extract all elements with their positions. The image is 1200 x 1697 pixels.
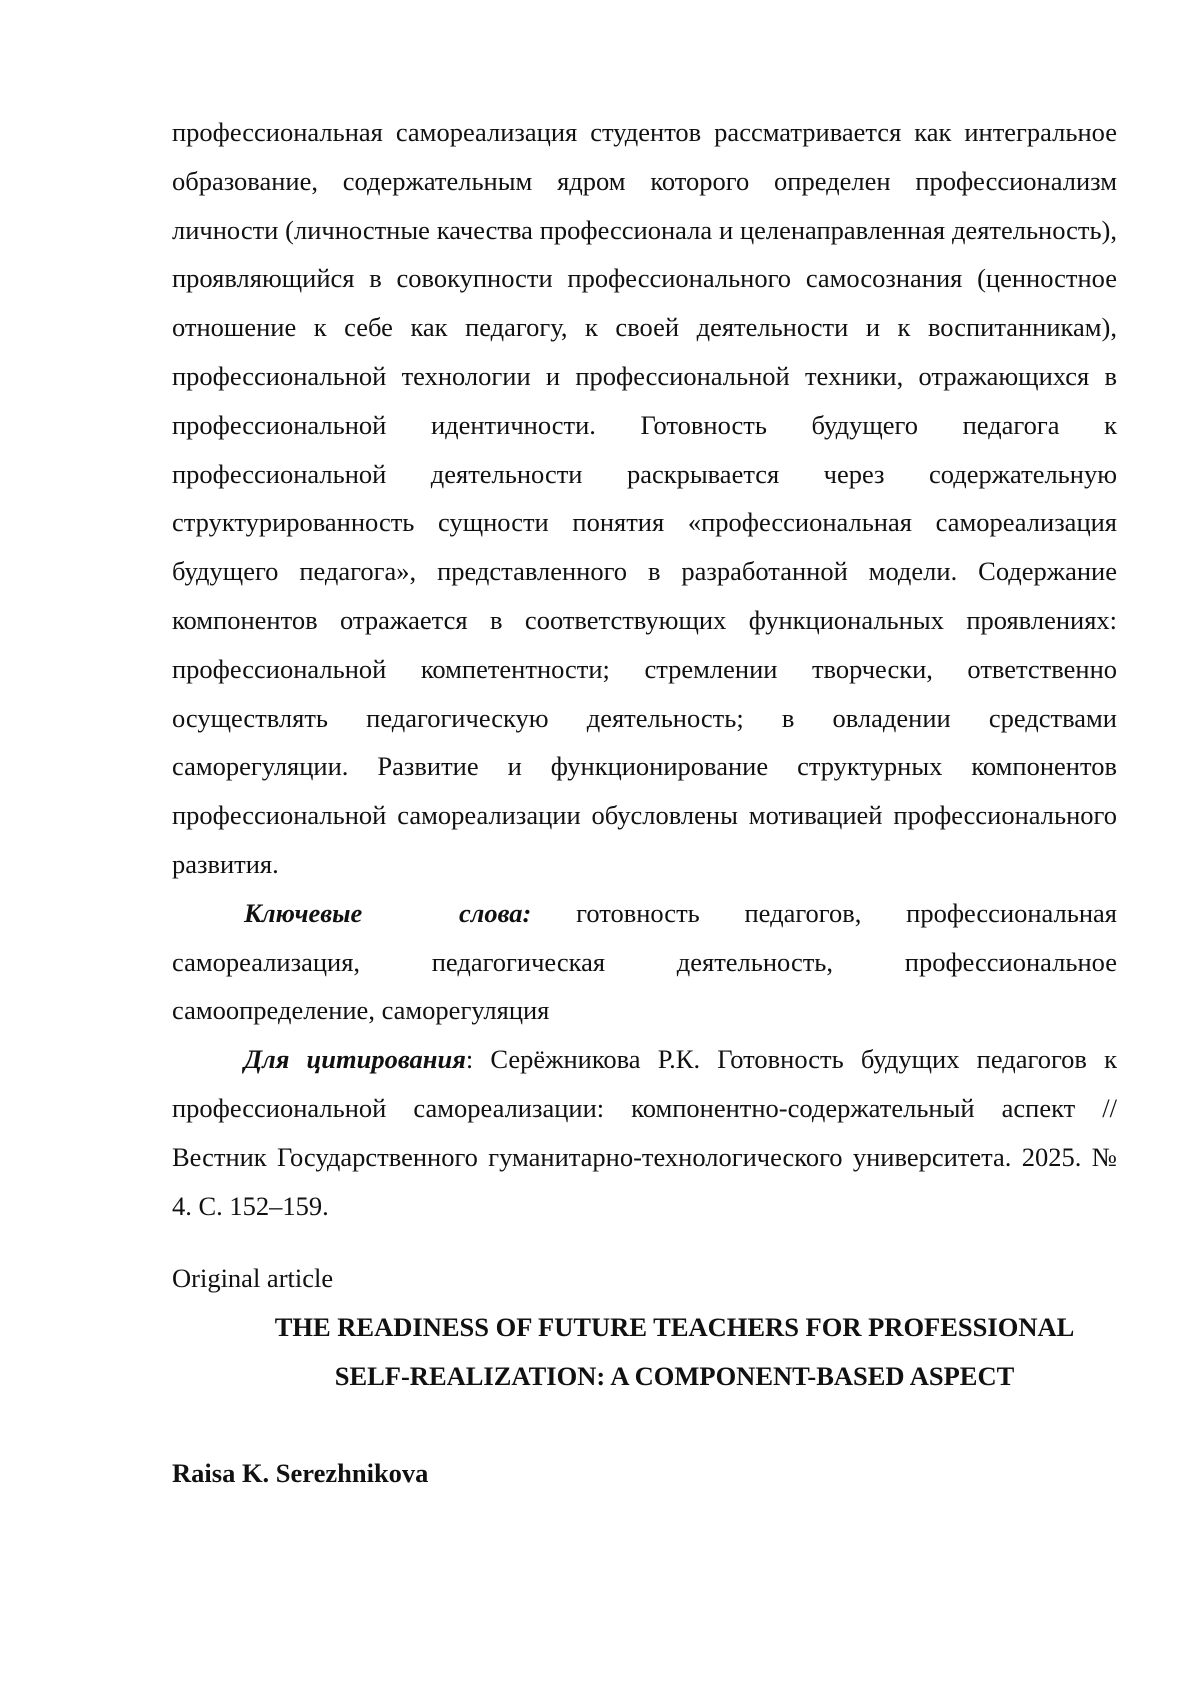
citation-paragraph <box>172 1035 1117 1230</box>
keywords-text: готовность педагогов, профессиональная самореализация, педагогическая деятельность, профессиональное самоопределение, саморегуляция <box>172 897 1117 1026</box>
article-type: Original article <box>172 1263 334 1294</box>
citation-label: Для цитирования <box>244 1044 466 1075</box>
title-spacer <box>172 1401 1117 1449</box>
english-title-line-1: THE READINESS OF FUTURE TEACHERS FOR PROFESSIONAL <box>274 1312 1075 1343</box>
citation-text: : Серёжникова Р.К. Готовность будущих педагогов к профессиональной самореализации: компонентно-содержательный аспект // Вестник Государственного гуманитарно-технологического университета. 2025. № 4. С. 152–159. <box>172 1044 1117 1221</box>
paper-page <box>172 108 1117 1498</box>
keywords-label: Ключевые слова: <box>244 897 532 928</box>
author-name: Raisa K. Serezhnikova <box>172 1458 429 1489</box>
section-spacer <box>172 1230 1117 1254</box>
keywords-paragraph <box>172 889 1117 1035</box>
abstract-paragraph: профессиональная самореализация студентов рассматривается как интегральное образование, содержательным ядром которого определен профессионализм личности (личностные качества профессионала и целенаправленная деятельность), проявляющийся в совокупности профессионального самосознания (ценностное отношение к себе как педагогу, к своей деятельности и к воспитанникам), профессиональной технологии и профессиональной техники, отражающихся в профессиональной идентичности. Готовность будущего педагога к профессиональной деятельности раскрывается через содержательную структурированность сущности понятия «профессиональная самореализация будущего педагога», представленного в разработанной модели. Содержание компонентов отражается в соответствующих функциональных проявлениях: профессиональной компетентности; стремлении творчески, ответственно осуществлять педагогическую деятельность; в овладении средствами саморегуляции. Развитие и функционирование структурных компонентов профессиональной самореализации обусловлены мотивацией профессионального развития. <box>172 117 1117 879</box>
english-title-line-2: SELF-REALIZATION: A COMPONENT-BASED ASPECT <box>334 1361 1015 1392</box>
